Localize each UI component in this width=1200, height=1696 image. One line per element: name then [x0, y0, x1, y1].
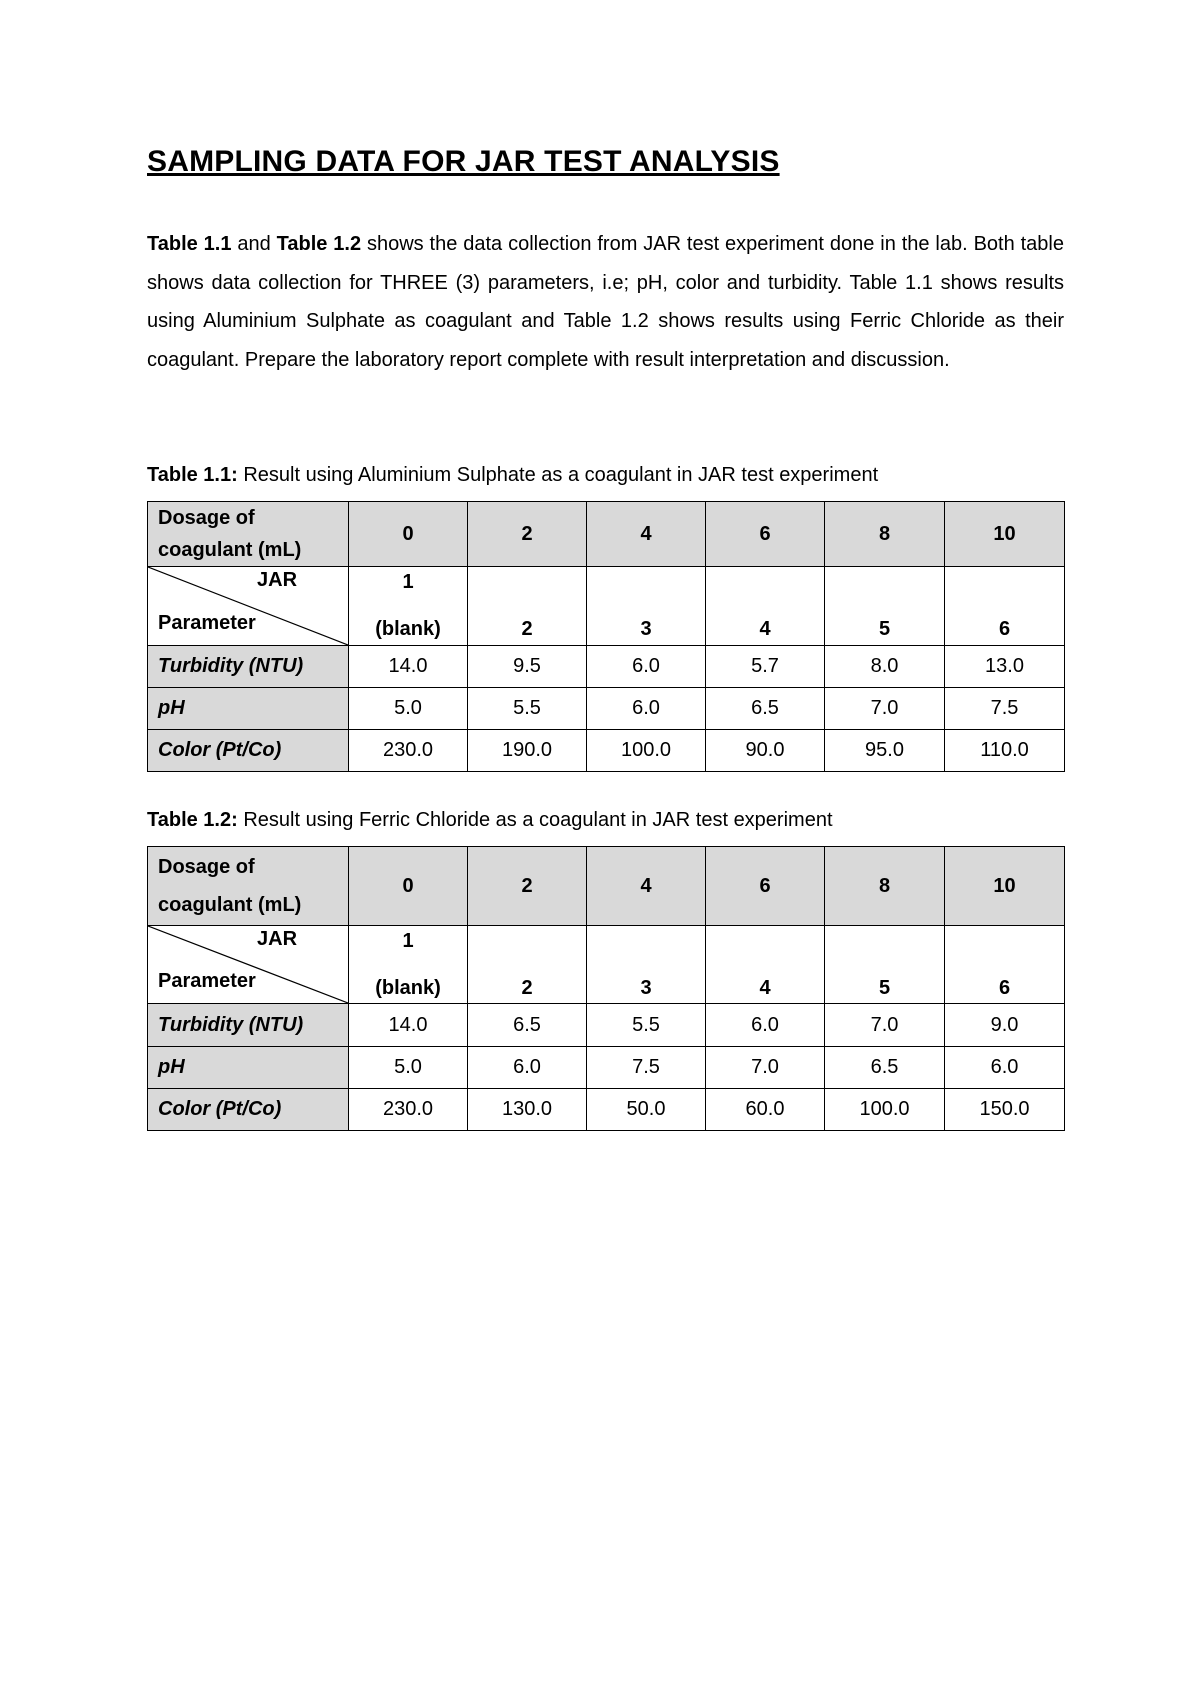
- value-cell: 5.0: [349, 1047, 468, 1089]
- dosage-header: [148, 847, 349, 926]
- value-cell: 5.7: [706, 646, 825, 688]
- table-1-2-caption: [147, 809, 833, 832]
- intro-paragraph: [147, 225, 1064, 379]
- value-cell: 8.0: [825, 646, 945, 688]
- value-cell: 100.0: [587, 730, 706, 772]
- dosage-header-line-1: Dosage of: [158, 856, 255, 878]
- dosage-cell: 0: [349, 847, 468, 926]
- jar-cell: [825, 926, 945, 1004]
- value-cell: 13.0: [945, 646, 1065, 688]
- jar-cell: [587, 926, 706, 1004]
- value-cell: 130.0: [468, 1089, 587, 1131]
- jar-cell-blank: [349, 567, 468, 646]
- jar-cell: [945, 926, 1065, 1004]
- value-cell: 110.0: [945, 730, 1065, 772]
- value-cell: 50.0: [587, 1089, 706, 1131]
- jar-blank-label: (blank): [375, 618, 441, 640]
- table-1-1-caption-label: Table 1.1:: [147, 464, 238, 486]
- value-cell: 14.0: [349, 1004, 468, 1047]
- table-1-2: [147, 846, 1065, 1131]
- dosage-header-line-2: coagulant (mL): [158, 539, 302, 561]
- jar-number: 5: [878, 618, 891, 640]
- jar-number: 2: [521, 618, 533, 640]
- jar-number: 3: [640, 618, 652, 640]
- value-cell: 5.5: [468, 688, 587, 730]
- row-label: Color (Pt/Co): [148, 730, 349, 772]
- table-row-color: [148, 1089, 1065, 1131]
- dosage-cell: 0: [349, 502, 468, 567]
- parameter-label: Parameter: [158, 970, 256, 992]
- table-1-2-caption-text: Result using Ferric Chloride as a coagulant in JAR test experiment: [237, 809, 833, 831]
- row-label: pH: [148, 1047, 349, 1089]
- intro-text-2: shows the data collection from JAR test experiment done in the lab. Both table shows data collection for THREE (3) parameters, i.e; pH, color and turbidity. Table 1.1 shows results using Aluminium Sulphate as coagulant and Table 1.2 shows results using Ferric Chloride as their coagulant. Prepare the laboratory report complete with result interpretation and discussion.: [147, 233, 1064, 371]
- jar-cell: [945, 567, 1065, 646]
- value-cell: 7.5: [945, 688, 1065, 730]
- row-label: Turbidity (NTU): [148, 646, 349, 688]
- dosage-cell: 8: [825, 502, 945, 567]
- intro-bold-table-1-1: Table 1.1: [147, 233, 232, 255]
- document-title: SAMPLING DATA FOR JAR TEST ANALYSIS: [147, 145, 780, 178]
- value-cell: 190.0: [468, 730, 587, 772]
- jar-cell: [706, 567, 825, 646]
- table-1-1-caption-text: Result using Aluminium Sulphate as a coagulant in JAR test experiment: [237, 464, 879, 486]
- dosage-cell: 10: [945, 847, 1065, 926]
- dosage-cell: 10: [945, 502, 1065, 567]
- dosage-cell: 8: [825, 847, 945, 926]
- value-cell: 230.0: [349, 1089, 468, 1131]
- jar-number: 1: [402, 571, 414, 593]
- value-cell: 6.0: [587, 688, 706, 730]
- value-cell: 5.0: [349, 688, 468, 730]
- table-row-color: [148, 730, 1065, 772]
- jar-label: JAR: [257, 569, 298, 591]
- dosage-header-line-1: Dosage of: [158, 507, 255, 529]
- value-cell: 100.0: [825, 1089, 945, 1131]
- jar-number: 2: [521, 976, 533, 999]
- row-label: Turbidity (NTU): [148, 1004, 349, 1047]
- value-cell: 6.0: [706, 1004, 825, 1047]
- dosage-cell: 6: [706, 847, 825, 926]
- row-label: pH: [148, 688, 349, 730]
- value-cell: 9.5: [468, 646, 587, 688]
- value-cell: 14.0: [349, 646, 468, 688]
- table-1-1-caption: [147, 464, 878, 487]
- value-cell: 6.5: [468, 1004, 587, 1047]
- jar-row: [148, 567, 1065, 646]
- value-cell: 7.0: [825, 688, 945, 730]
- dosage-row: [148, 847, 1065, 926]
- value-cell: 7.0: [825, 1004, 945, 1047]
- intro-text-1: and: [231, 233, 277, 255]
- dosage-cell: 2: [468, 847, 587, 926]
- jar-parameter-header: [148, 926, 349, 1004]
- intro-bold-table-1-2: Table 1.2: [276, 233, 362, 255]
- table-row-turbidity: [148, 1004, 1065, 1047]
- table-row-turbidity: [148, 646, 1065, 688]
- value-cell: 7.0: [706, 1047, 825, 1089]
- dosage-header-line-2: coagulant (mL): [158, 894, 302, 916]
- jar-number: 4: [759, 976, 771, 999]
- value-cell: 60.0: [706, 1089, 825, 1131]
- jar-number: 5: [878, 976, 891, 999]
- value-cell: 150.0: [945, 1089, 1065, 1131]
- value-cell: 7.5: [587, 1047, 706, 1089]
- value-cell: 90.0: [706, 730, 825, 772]
- jar-cell-blank: [349, 926, 468, 1004]
- table-row-ph: [148, 1047, 1065, 1089]
- jar-label: JAR: [257, 928, 298, 950]
- jar-blank-label: (blank): [375, 976, 441, 999]
- jar-cell: [825, 567, 945, 646]
- dosage-cell: 2: [468, 502, 587, 567]
- dosage-cell: 4: [587, 847, 706, 926]
- value-cell: 6.0: [945, 1047, 1065, 1089]
- dosage-cell: 4: [587, 502, 706, 567]
- dosage-cell: 6: [706, 502, 825, 567]
- jar-number: 6: [998, 976, 1011, 999]
- jar-cell: [468, 567, 587, 646]
- jar-parameter-header: [148, 567, 349, 646]
- value-cell: 6.0: [468, 1047, 587, 1089]
- row-label: Color (Pt/Co): [148, 1089, 349, 1131]
- value-cell: 9.0: [945, 1004, 1065, 1047]
- jar-number: 3: [640, 976, 652, 999]
- dosage-row: [148, 502, 1065, 567]
- jar-number: 4: [759, 618, 771, 640]
- parameter-label: Parameter: [158, 612, 256, 634]
- dosage-header: [148, 502, 349, 567]
- value-cell: 6.5: [706, 688, 825, 730]
- jar-cell: [706, 926, 825, 1004]
- table-1-1: [147, 501, 1065, 772]
- value-cell: 230.0: [349, 730, 468, 772]
- table-1-2-caption-label: Table 1.2:: [147, 809, 238, 831]
- table-row-ph: [148, 688, 1065, 730]
- jar-number: 1: [402, 929, 414, 952]
- value-cell: 6.5: [825, 1047, 945, 1089]
- value-cell: 6.0: [587, 646, 706, 688]
- jar-row: [148, 926, 1065, 1004]
- jar-cell: [468, 926, 587, 1004]
- jar-cell: [587, 567, 706, 646]
- value-cell: 95.0: [825, 730, 945, 772]
- jar-number: 6: [998, 618, 1011, 640]
- value-cell: 5.5: [587, 1004, 706, 1047]
